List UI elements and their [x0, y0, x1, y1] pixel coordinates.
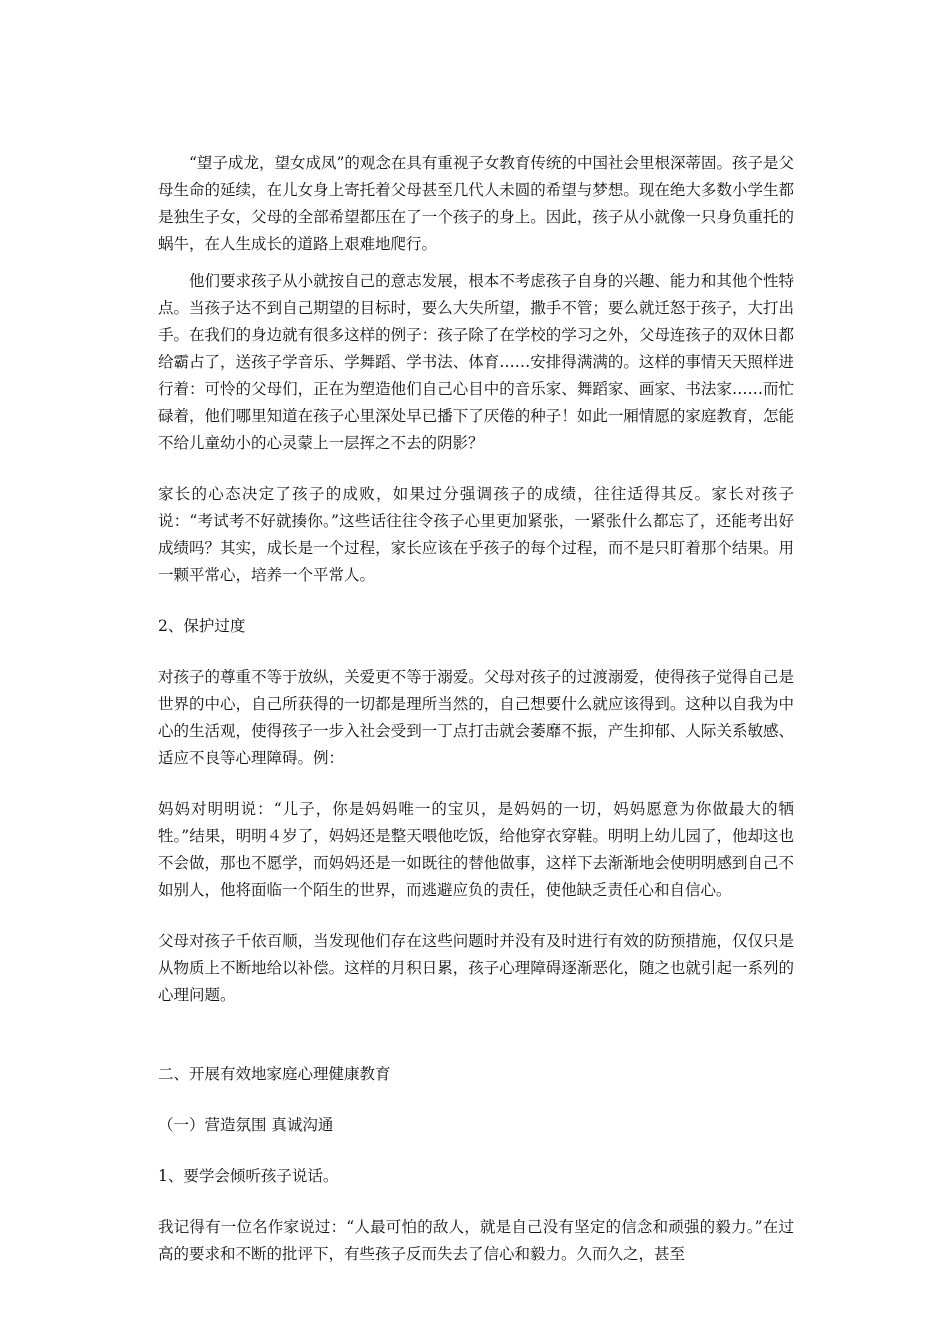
paragraph-parent-mindset: 家长的心态决定了孩子的成败，如果过分强调孩子的成绩，往往适得其反。家长对孩子说：“考试考不好就揍你。”这些话往往令孩子心里更加紧张，一紧张什么都忘了，还能考出好成绩吗？其实，成长是一个过程，家长应该在乎孩子的每个过程，而不是只盯着那个结果。用一颗平常心，培养一个平常人。	[158, 485, 794, 584]
paragraph-doting: 对孩子的尊重不等于放纵，关爱更不等于溺爱。父母对孩子的过渡溺爱，使得孩子觉得自己是世界的中心，自己所获得的一切都是理所当然的，自己想要什么就应该得到。这种以自我为中心的生活观，使得孩子一步入社会受到一丁点打击就会萎靡不振，产生抑郁、人际关系敏感、适应不良等心理障碍。例：	[158, 668, 794, 767]
paragraph-example-mingming: 妈妈对明明说：“儿子，你是妈妈唯一的宝贝，是妈妈的一切，妈妈愿意为你做最大的牺牲。”结果，明明４岁了，妈妈还是整天喂他吃饭，给他穿衣穿鞋。明明上幼儿园了，他却这也不会做，那也不愿学，而妈妈还是一如既往的替他做事，这样下去渐渐地会使明明感到自己不如别人，他将面临一个陌生的世界，而逃避应负的责任，使他缺乏责任心和自信心。	[158, 800, 794, 899]
chapter-heading-family-education: 二、开展有效地家庭心理健康教育	[158, 1065, 391, 1083]
section-heading-overprotection: 2、保护过度	[158, 617, 246, 635]
paragraph-compensation: 父母对孩子千依百顺，当发现他们存在这些问题时并没有及时进行有效的防预措施，仅仅只是从物质上不断地给以补偿。这样的月积日累，孩子心理障碍逐渐恶化，随之也就引起一系列的心理问题。	[158, 932, 794, 1004]
paragraph-writer-quote: 我记得有一位名作家说过：“人最可怕的敌人，就是自己没有坚定的信念和顽强的毅力。”在过高的要求和不断的批评下，有些孩子反而失去了信心和毅力。久而久之，甚至	[158, 1218, 794, 1263]
paragraph-parent-will: 他们要求孩子从小就按自己的意志发展，根本不考虑孩子自身的兴趣、能力和其他个性特点。当孩子达不到自己期望的目标时，要么大失所望，撒手不管；要么就迁怒于孩子，大打出手。在我们的身边就有很多这样的例子：孩子除了在学校的学习之外，父母连孩子的双休日都给霸占了，送孩子学音乐、学舞蹈、学书法、体育……安排得满满的。这样的事情天天照样进行着：可怜的父母们，正在为塑造他们自己心目中的音乐家、舞蹈家、画家、书法家……而忙碌着，他们哪里知道在孩子心里深处早已播下了厌倦的种子！如此一厢情愿的家庭教育，怎能不给儿童幼小的心灵蒙上一层挥之不去的阴影？	[158, 272, 794, 452]
document-page	[158, 150, 794, 1268]
subsection-heading-atmosphere: （一）营造氛围 真诚沟通	[158, 1116, 334, 1134]
paragraph-expectations: “望子成龙，望女成凤”的观念在具有重视子女教育传统的中国社会里根深蒂固。孩子是父母生命的延续，在儿女身上寄托着父母甚至几代人未圆的希望与梦想。现在绝大多数小学生都是独生子女，父母的全部希望都压在了一个孩子的身上。因此，孩子从小就像一只身负重托的蜗牛，在人生成长的道路上艰难地爬行。	[158, 154, 794, 253]
item-heading-listen: 1、要学会倾听孩子说话。	[158, 1167, 339, 1185]
